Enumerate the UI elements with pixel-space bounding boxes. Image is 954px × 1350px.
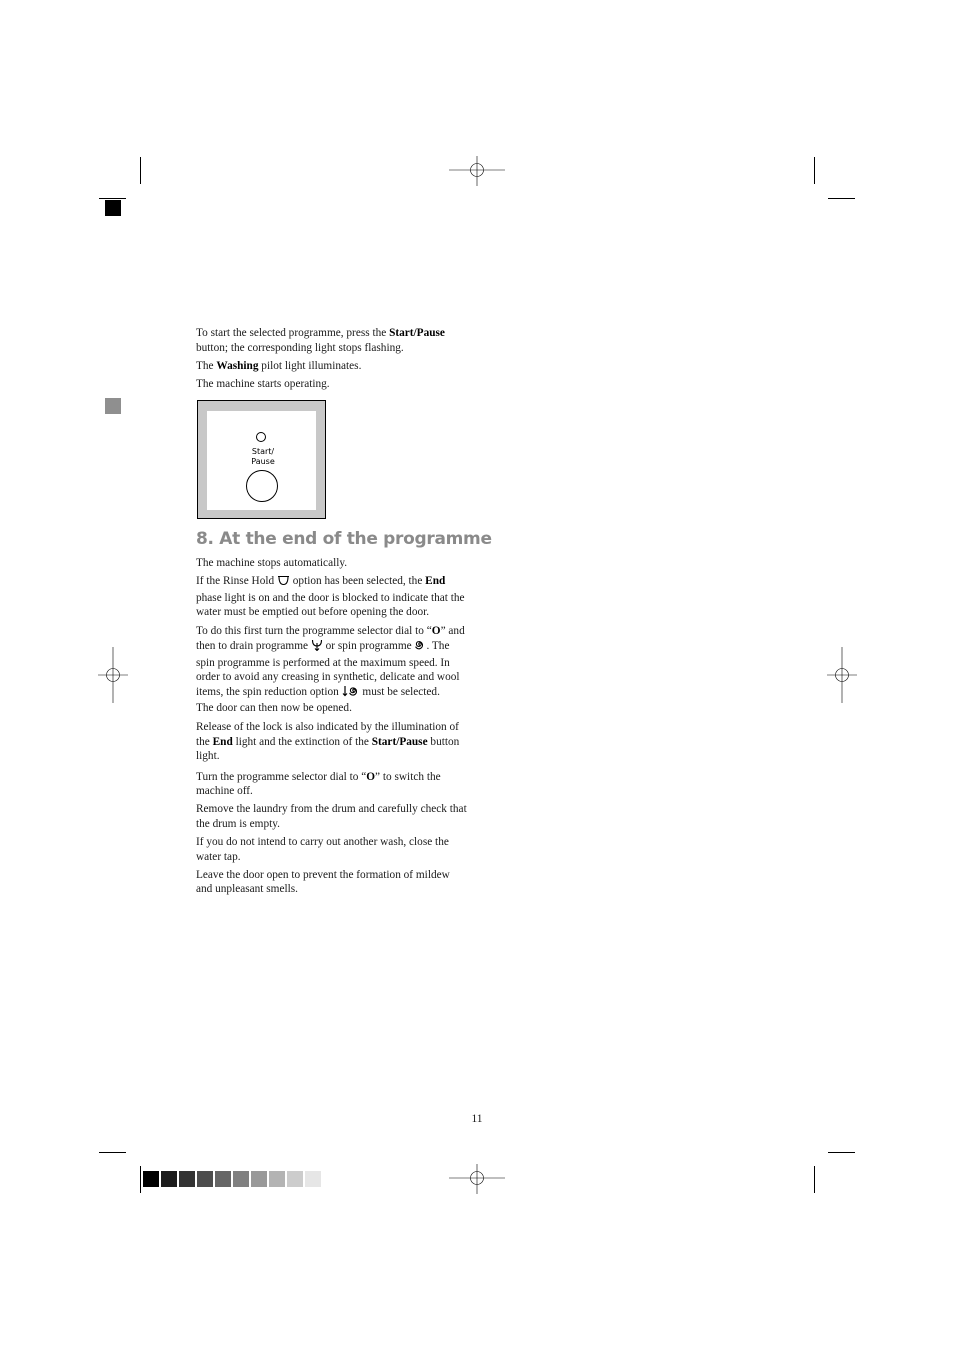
crop-mark [140,157,141,184]
page-number: 11 [471,1113,483,1125]
color-swatch [287,1171,303,1187]
grey-marker [105,398,121,414]
paragraph-remove-laundry: Remove the laundry from the drum and carefully check that the drum is empty. [196,803,467,830]
color-swatch [143,1171,159,1187]
section-body [196,556,468,897]
paragraph-release: Release of the lock is also indicated by the illumination of the End light and the extinction of the Start/Pause button light. [196,720,460,763]
start-pause-bold: Start/Pause [389,327,445,339]
paragraph-switch-off: Turn the programme selector dial to “O” to switch the machine off. [196,770,441,798]
registration-mark-top [449,156,505,186]
crop-mark [828,198,855,199]
crop-mark [99,198,126,199]
start-pause-button-icon [246,470,278,502]
registration-mark-left [98,647,128,703]
color-swatch [215,1171,231,1187]
paragraph-stops: The machine stops automatically. [196,557,348,569]
registration-mark-right [827,647,857,703]
panel-label: Start/ Pause [251,447,275,466]
intro-paragraph-2: The Washing pilot light illuminates. [196,359,362,372]
start-pause-illustration [197,400,326,519]
color-swatch [179,1171,195,1187]
paragraph-water-tap: If you do not intend to carry out another wash, close the water tap. [196,836,449,863]
paragraph-rinse-hold: If the Rinse Hold option has been selected, the End phase light is on and the door is blocked to indicate that the water must be emptied out before opening the door. [196,575,465,619]
crop-mark [814,157,815,184]
color-swatch [269,1171,285,1187]
crop-mark [99,1152,126,1153]
color-swatch [251,1171,267,1187]
washing-bold: Washing [216,359,259,372]
crop-mark [140,1166,141,1193]
color-swatch [305,1171,321,1187]
intro-text [196,326,468,391]
panel-face [207,411,316,510]
crop-mark [814,1166,815,1193]
spin-icon [414,639,426,656]
crop-mark [828,1152,855,1153]
drain-icon [311,639,323,656]
registration-mark-bottom [449,1164,505,1194]
spin-reduction-icon [342,685,360,702]
paragraph-door-open: Leave the door open to prevent the formation of mildew and unpleasant smells. [196,868,450,896]
black-marker [105,200,121,216]
color-swatch [233,1171,249,1187]
intro-paragraph-3: The machine starts operating. [196,377,330,390]
color-swatch [197,1171,213,1187]
intro-paragraph-1: To start the selected programme, press the Start/Pause button; the corresponding light stops flashing. [196,327,445,354]
paragraph-drain: To do this first turn the programme selector dial to “O” and then to drain programme or spin programme . The spin programme is performed at the maximum speed. In order to avoid any creasing in synthetic, delicate and wool items, the spin reduction option must be selected. The door can then now be opened. [196,625,465,715]
section-heading: 8. At the end of the programme [196,529,492,549]
color-swatch [161,1171,177,1187]
indicator-light-icon [256,432,266,442]
rinse-hold-icon [277,575,290,591]
